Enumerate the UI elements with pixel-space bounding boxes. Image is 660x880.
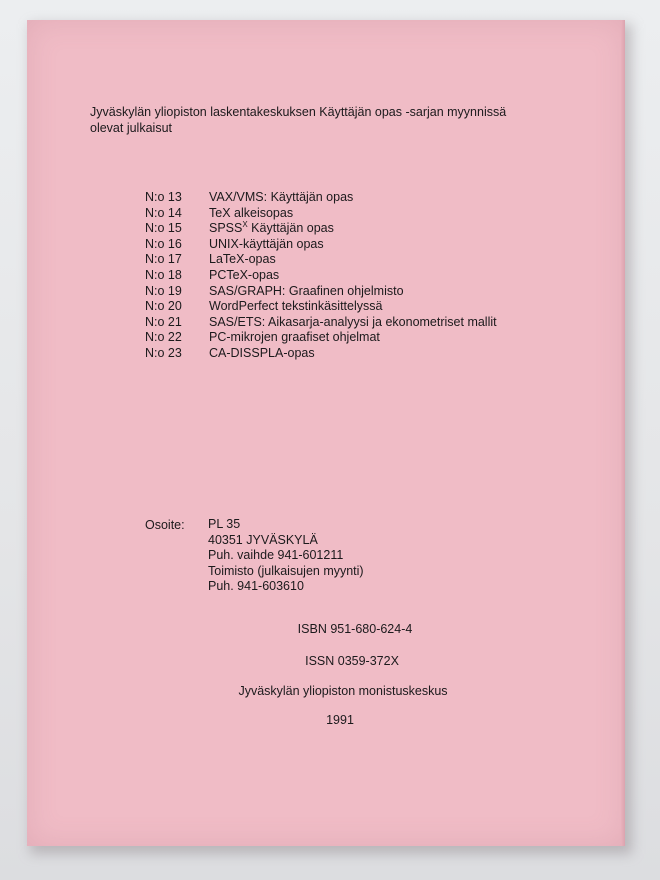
- series-title: [209, 221, 499, 237]
- series-number: N:o 15: [145, 221, 182, 236]
- address-block: [145, 517, 364, 595]
- series-number: N:o 19: [145, 283, 182, 298]
- series-list: [145, 190, 499, 362]
- series-title: SAS/ETS: Aikasarja-analyysi ja ekonometriset mallit: [209, 314, 497, 329]
- issn: ISSN 0359-372X: [305, 654, 399, 668]
- publication-year: 1991: [326, 713, 354, 727]
- series-number: N:o 18: [145, 267, 182, 282]
- address-line: PL 35: [208, 517, 241, 531]
- series-title-main: SPSS: [209, 221, 243, 236]
- intro-line-1: Jyväskylän yliopiston laskentakeskuksen Käyttäjän opas -sarjan myynnissä: [90, 105, 507, 119]
- series-title: VAX/VMS: Käyttäjän opas: [209, 190, 354, 204]
- list-item: [145, 268, 499, 284]
- superscript-x: X: [242, 220, 248, 230]
- series-number: N:o 22: [145, 330, 182, 345]
- isbn: ISBN 951-680-624-4: [297, 622, 413, 636]
- series-title: PCTeX-opas: [209, 267, 280, 282]
- list-item: [145, 221, 499, 237]
- series-title: SAS/GRAPH: Graafinen ohjelmisto: [209, 283, 404, 298]
- series-number: N:o 20: [145, 299, 182, 314]
- series-title: UNIX-käyttäjän opas: [209, 236, 324, 251]
- list-item: [145, 330, 499, 346]
- list-item: [145, 206, 499, 222]
- series-title: WordPerfect tekstinkäsittelyssä: [209, 299, 383, 314]
- series-title-rest: Käyttäjän opas: [247, 221, 334, 236]
- series-title: TeX alkeisopas: [209, 205, 294, 220]
- address-label: Osoite:: [145, 518, 185, 532]
- address-lines: [208, 517, 364, 595]
- intro-line-2: olevat julkaisut: [90, 121, 172, 135]
- series-number: N:o 23: [145, 345, 182, 360]
- series-number: N:o 16: [145, 236, 182, 251]
- series-number: N:o 13: [145, 190, 182, 204]
- list-item: [145, 237, 499, 253]
- series-title: PC-mikrojen graafiset ohjelmat: [209, 330, 380, 345]
- list-item: [145, 299, 499, 315]
- series-number: N:o 21: [145, 314, 182, 329]
- series-intro: [90, 104, 506, 136]
- address-line: Toimisto (julkaisujen myynti): [208, 563, 364, 578]
- list-item: [145, 252, 499, 268]
- address-line: 40351 JYVÄSKYLÄ: [208, 532, 318, 547]
- list-item: [145, 346, 499, 362]
- series-title: LaTeX-opas: [209, 252, 276, 267]
- address-line: Puh. vaihde 941-601211: [208, 548, 344, 563]
- series-number: N:o 17: [145, 252, 182, 267]
- series-number: N:o 14: [145, 205, 182, 220]
- address-line: Puh. 941-603610: [208, 579, 304, 594]
- list-item: [145, 315, 499, 331]
- publisher: Jyväskylän yliopiston monistuskeskus: [238, 684, 448, 698]
- list-item: [145, 284, 499, 300]
- series-title: CA-DISSPLA-opas: [209, 345, 315, 360]
- list-item: [145, 190, 499, 206]
